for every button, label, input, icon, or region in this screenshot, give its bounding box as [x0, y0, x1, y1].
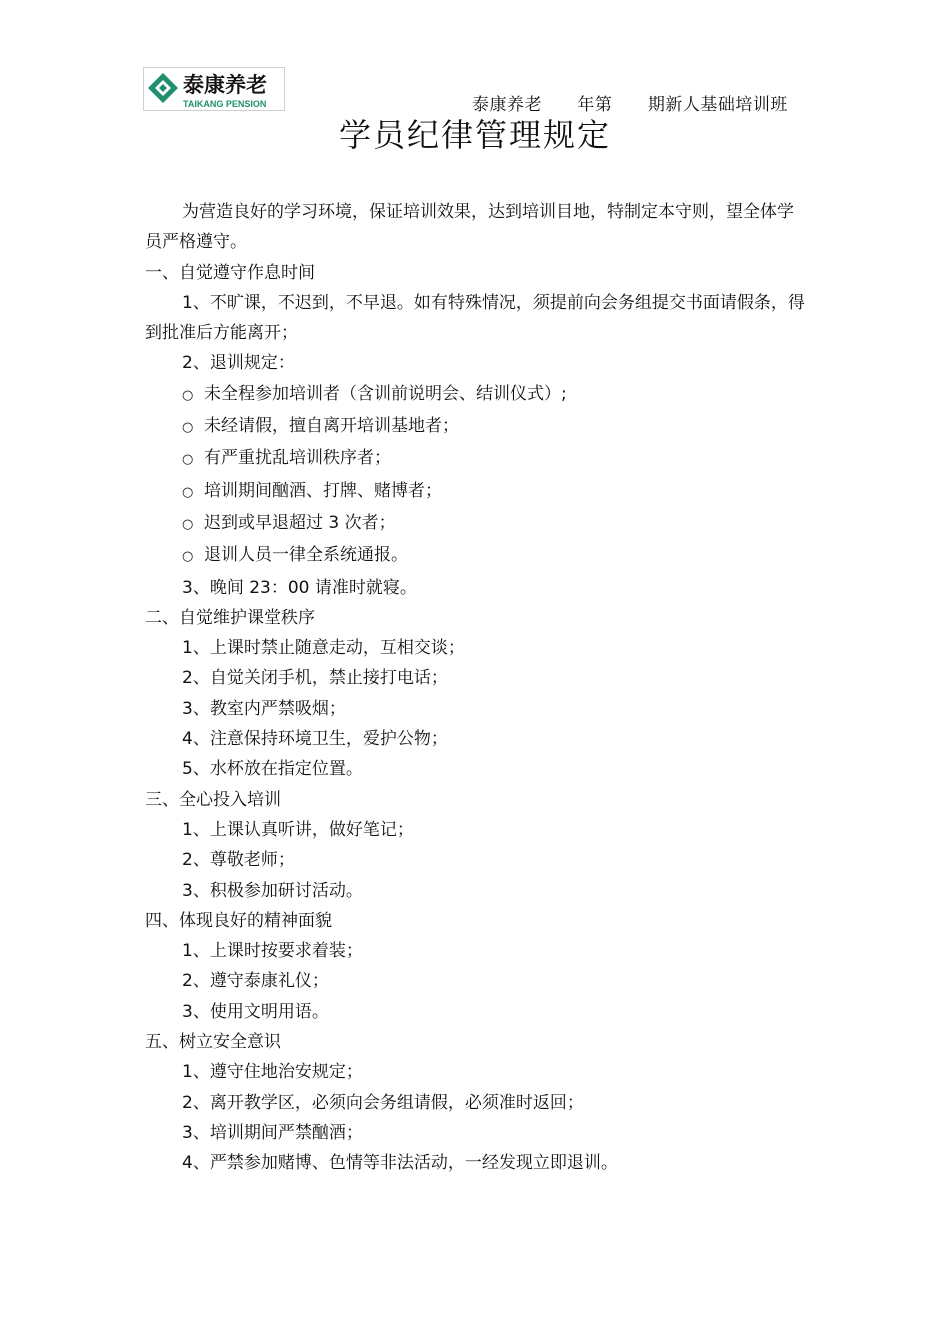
hollow-circle-icon: ○ — [182, 484, 194, 500]
section-item: 3、使用文明用语。 — [182, 1001, 329, 1022]
logo-english-text: TAIKANG PENSION — [183, 99, 267, 109]
section-item: 3、教室内严禁吸烟； — [182, 698, 346, 719]
section-item: 5、水杯放在指定位置。 — [182, 759, 363, 780]
hollow-circle-icon: ○ — [182, 516, 194, 532]
bullet-item — [145, 540, 810, 572]
section-item: 3、培训期间严禁酗酒； — [182, 1122, 363, 1143]
section-item: 3、晚间 23：00 请准时就寝。 — [182, 577, 417, 598]
bullet-item — [145, 411, 810, 443]
section-item: 2、离开教学区，必须向会务组请假，必须准时返回； — [182, 1092, 584, 1113]
page-title: 学员纪律管理规定 — [338, 116, 611, 154]
logo-chinese-text: 泰康养老 — [183, 72, 267, 97]
intro-paragraph: 为营造良好的学习环境，保证培训效果，达到培训目地，特制定本守则，望全体学员严格遵守。 — [145, 202, 794, 253]
section-heading: 五、树立安全意识 — [145, 1032, 281, 1053]
bullet-item — [145, 443, 810, 475]
hollow-circle-icon: ○ — [182, 549, 194, 565]
hollow-circle-icon: ○ — [182, 452, 194, 468]
bullet-text: 未经请假，擅自离开培训基地者； — [204, 416, 459, 437]
bullet-item — [145, 508, 810, 540]
hollow-circle-icon: ○ — [182, 387, 194, 403]
section-item: 2、尊敬老师； — [182, 850, 295, 871]
bullet-text: 迟到或早退超过 3 次者； — [204, 512, 396, 533]
bullet-text: 有严重扰乱培训秩序者； — [204, 448, 391, 469]
bullet-item — [145, 379, 810, 411]
section-item: 1、遵守住地治安规定； — [182, 1062, 363, 1083]
bullet-text: 未全程参加培训者（含训前说明会、结训仪式）; — [204, 383, 567, 404]
bullet-item — [145, 476, 810, 508]
hollow-circle-icon: ○ — [182, 420, 194, 436]
taikang-logo-mark-icon — [143, 67, 285, 111]
section-item: 1、上课时禁止随意走动，互相交谈； — [182, 638, 465, 659]
section-item: 3、积极参加研讨活动。 — [182, 880, 363, 901]
section-item: 2、遵守泰康礼仪； — [182, 971, 329, 992]
section-heading: 三、全心投入培训 — [145, 789, 281, 810]
taikang-pension-logo — [143, 67, 285, 111]
section-item: 1、不旷课，不迟到，不早退。如有特殊情况，须提前向会务组提交书面请假条，得到批准后方能离开； — [145, 292, 805, 344]
section-item: 4、注意保持环境卫生，爱护公物； — [182, 729, 448, 750]
section-heading: 四、体现良好的精神面貌 — [145, 910, 332, 931]
section-heading: 一、自觉遵守作息时间 — [145, 262, 315, 283]
header-training-class: 泰康养老 年第 期新人基础培训班 — [472, 95, 788, 115]
section-item: 1、上课认真听讲，做好笔记； — [182, 819, 414, 840]
section-heading: 二、自觉维护课堂秩序 — [145, 607, 315, 628]
section-item: 4、严禁参加赌博、色情等非法活动，一经发现立即退训。 — [182, 1153, 618, 1174]
bullet-text: 培训期间酗酒、打牌、赌博者； — [204, 480, 442, 501]
section-item: 1、上课时按要求着装； — [182, 941, 363, 962]
document-body — [145, 197, 810, 1179]
bullet-text: 退训人员一律全系统通报。 — [204, 545, 408, 566]
section-item: 2、退训规定： — [182, 353, 295, 374]
section-item: 2、自觉关闭手机，禁止接打电话； — [182, 668, 448, 689]
